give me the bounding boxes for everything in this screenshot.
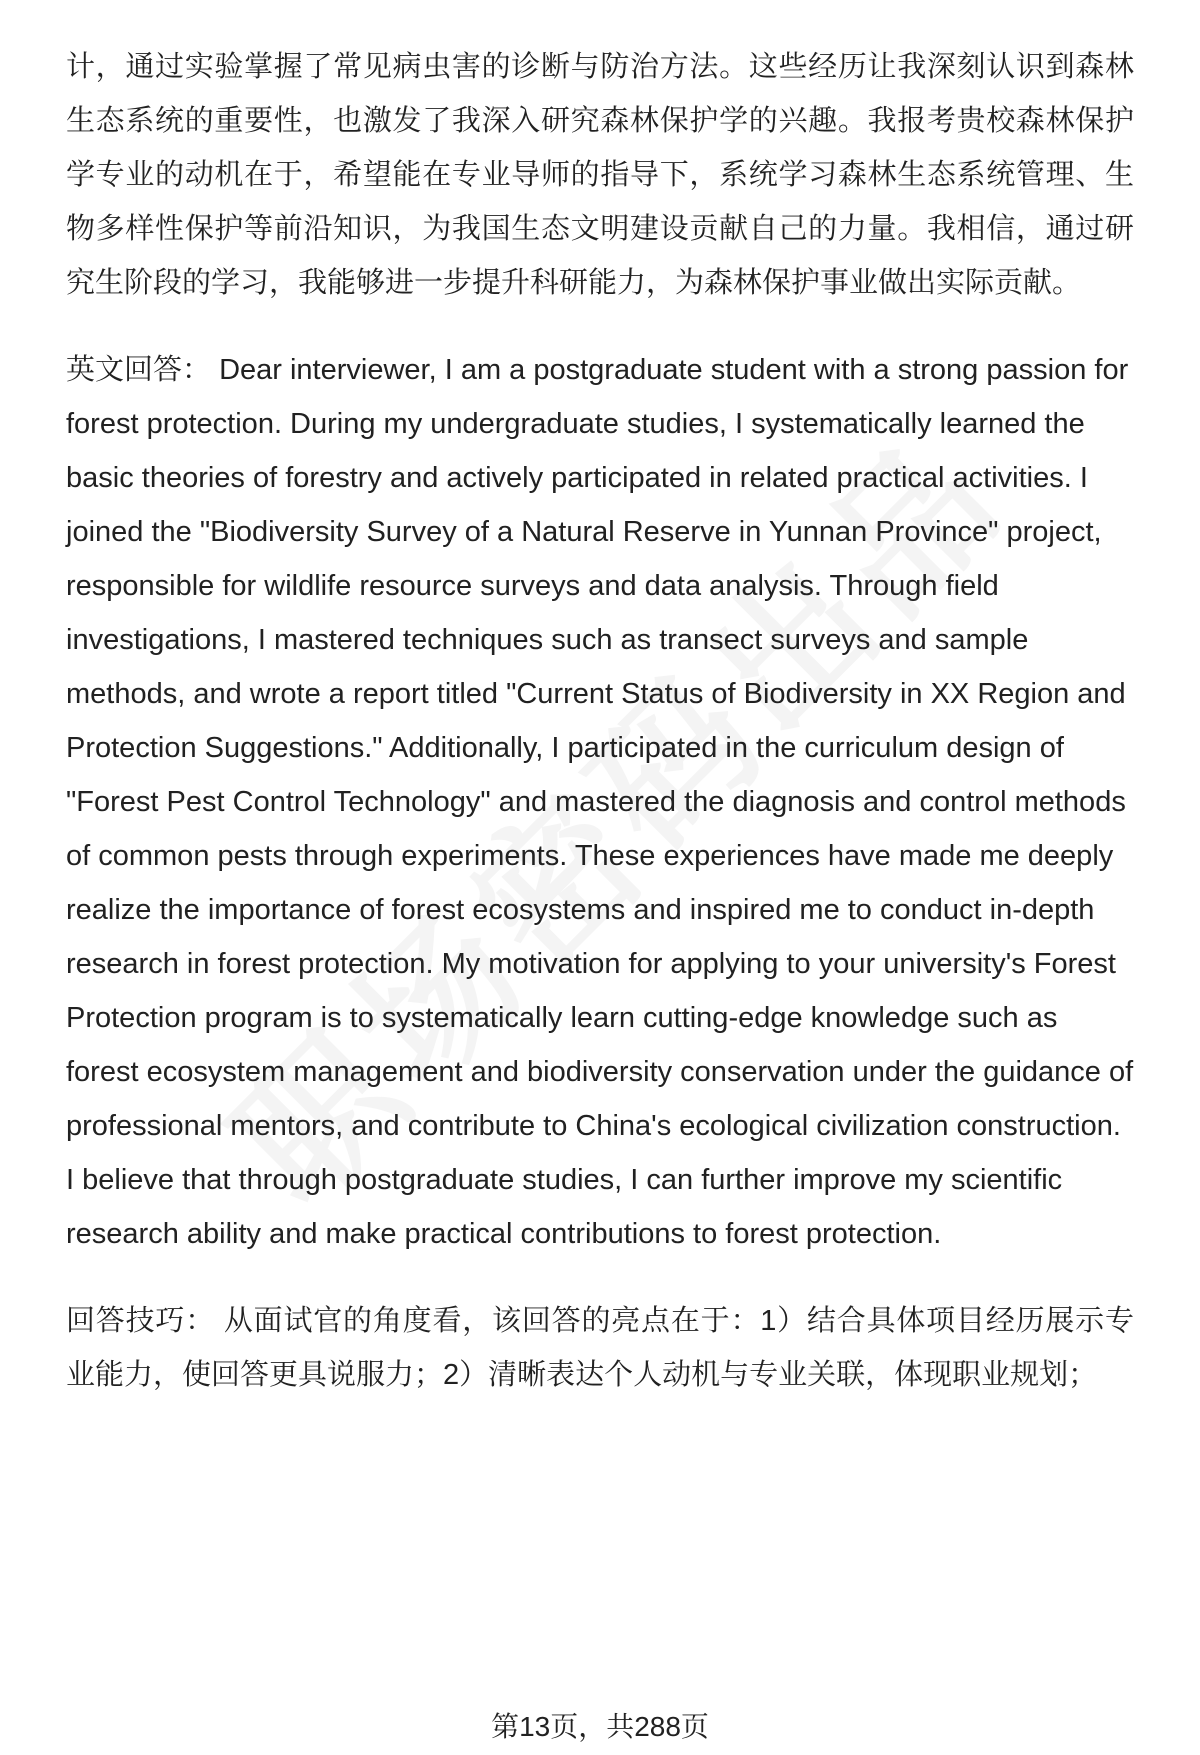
answer-tips-label: 回答技巧： — [66, 1305, 215, 1337]
page-number: 第13页，共288页 — [491, 1711, 709, 1742]
answer-tips-text: 从面试官的角度看，该回答的亮点在于：1）结合具体项目经历展示专业能力，使回答更具说服力；2）清晰表达个人动机与专业关联，体现职业规划； — [66, 1305, 1134, 1391]
paragraph-answer-tips — [66, 1294, 1134, 1402]
document-content — [66, 40, 1134, 1402]
paragraph-cn-continuation: 计，通过实验掌握了常见病虫害的诊断与防治方法。这些经历让我深刻认识到森林生态系统的重要性，也激发了我深入研究森林保护学的兴趣。我报考贵校森林保护学专业的动机在于，希望能在专业导师的指导下，系统学习森林生态系统管理、生物多样性保护等前沿知识，为我国生态文明建设贡献自己的力量。我相信，通过研究生阶段的学习，我能够进一步提升科研能力，为森林保护事业做出实际贡献。 — [66, 51, 1134, 299]
paragraph-english-answer — [66, 343, 1134, 1261]
english-answer-label: 英文回答： — [66, 354, 212, 386]
english-answer-text: Dear interviewer, I am a postgraduate student with a strong passion for forest protection. During my undergraduate studies, I systematically learned the basic theories of forestry and actively participated in related practical activities. I joined the "Biodiversity Survey of a Natural Reserve in Yunnan Province" project, responsible for wildlife resource surveys and data analysis. Through field investigations, I mastered techniques such as transect surveys and sample methods, and wrote a report titled "Current Status of Biodiversity in XX Region and Protection Suggestions." Additionally, I participated in the curriculum design of "Forest Pest Control Technology" and mastered the diagnosis and control methods of common pests through experiments. These experiences have made me deeply realize the importance of forest ecosystems and inspired me to conduct in-depth research in forest protection. My motivation for applying to your university's Forest Protection program is to systematically learn cutting-edge knowledge such as forest ecosystem management and biodiversity conservation under the guidance of professional mentors, and contribute to China's ecological civilization construction. I believe that through postgraduate studies, I can further improve my scientific research ability and make practical contributions to forest protection. — [66, 354, 1134, 1250]
